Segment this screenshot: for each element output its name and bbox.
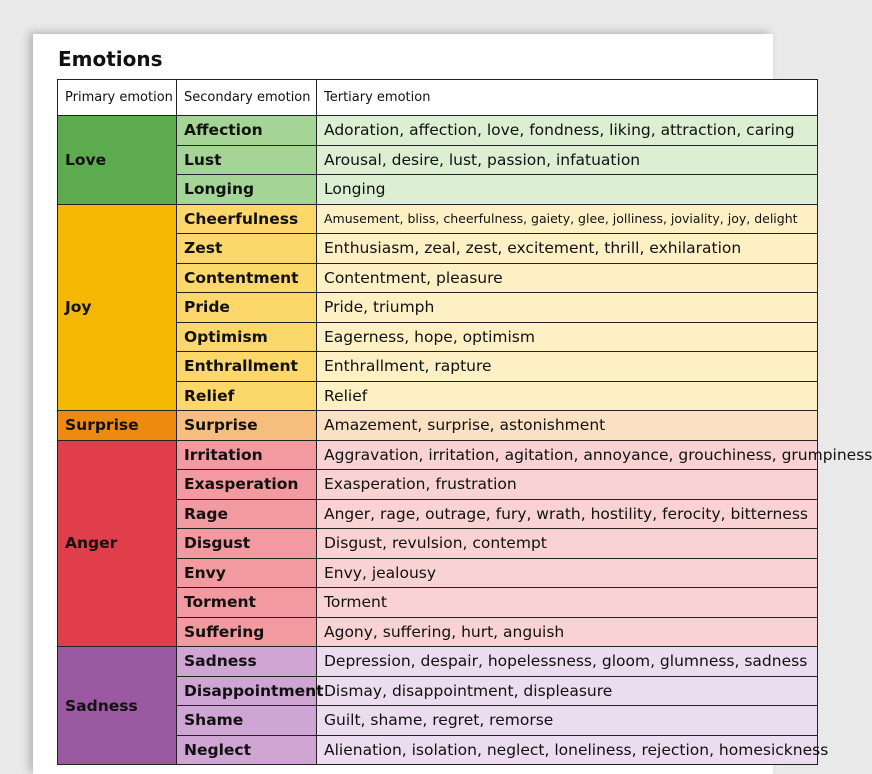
document-title: Emotions xyxy=(58,47,163,71)
secondary-emotion-cell: Disappointment xyxy=(177,676,317,706)
primary-emotion-cell: Surprise xyxy=(58,411,177,441)
secondary-emotion-cell: Lust xyxy=(177,145,317,175)
table-row xyxy=(58,411,818,441)
secondary-emotion-cell: Contentment xyxy=(177,263,317,293)
tertiary-emotion-cell: Enthusiasm, zeal, zest, excitement, thrill, exhilaration xyxy=(317,234,818,264)
tertiary-emotion-cell: Arousal, desire, lust, passion, infatuation xyxy=(317,145,818,175)
header-primary-emotion: Primary emotion xyxy=(58,80,177,116)
secondary-emotion-cell: Pride xyxy=(177,293,317,323)
tertiary-emotion-cell: Torment xyxy=(317,588,818,618)
secondary-emotion-cell: Enthrallment xyxy=(177,352,317,382)
secondary-emotion-cell: Zest xyxy=(177,234,317,264)
secondary-emotion-cell: Suffering xyxy=(177,617,317,647)
tertiary-emotion-cell: Contentment, pleasure xyxy=(317,263,818,293)
secondary-emotion-cell: Disgust xyxy=(177,529,317,559)
table-row xyxy=(58,116,818,146)
tertiary-emotion-cell: Exasperation, frustration xyxy=(317,470,818,500)
secondary-emotion-cell: Sadness xyxy=(177,647,317,677)
secondary-emotion-cell: Cheerfulness xyxy=(177,204,317,234)
tertiary-emotion-cell: Enthrallment, rapture xyxy=(317,352,818,382)
header-secondary-emotion: Secondary emotion xyxy=(177,80,317,116)
tertiary-emotion-cell: Anger, rage, outrage, fury, wrath, hostility, ferocity, bitterness xyxy=(317,499,818,529)
secondary-emotion-cell: Rage xyxy=(177,499,317,529)
tertiary-emotion-cell: Dismay, disappointment, displeasure xyxy=(317,676,818,706)
tertiary-emotion-cell: Disgust, revulsion, contempt xyxy=(317,529,818,559)
secondary-emotion-cell: Surprise xyxy=(177,411,317,441)
tertiary-emotion-cell: Eagerness, hope, optimism xyxy=(317,322,818,352)
tertiary-emotion-cell: Depression, despair, hopelessness, gloom, glumness, sadness xyxy=(317,647,818,677)
secondary-emotion-cell: Affection xyxy=(177,116,317,146)
tertiary-emotion-cell: Envy, jealousy xyxy=(317,558,818,588)
table-row xyxy=(58,204,818,234)
primary-emotion-cell: Love xyxy=(58,116,177,205)
table-row xyxy=(58,440,818,470)
table-header-row xyxy=(58,80,818,116)
secondary-emotion-cell: Neglect xyxy=(177,735,317,765)
tertiary-emotion-cell: Longing xyxy=(317,175,818,205)
secondary-emotion-cell: Torment xyxy=(177,588,317,618)
secondary-emotion-cell: Envy xyxy=(177,558,317,588)
table-body xyxy=(58,116,872,765)
secondary-emotion-cell: Longing xyxy=(177,175,317,205)
tertiary-emotion-cell: Relief xyxy=(317,381,818,411)
tertiary-emotion-cell: Amusement, bliss, cheerfulness, gaiety, glee, jolliness, joviality, joy, delight xyxy=(317,204,818,234)
secondary-emotion-cell: Shame xyxy=(177,706,317,736)
tertiary-emotion-cell: Aggravation, irritation, agitation, annoyance, grouchiness, grumpiness xyxy=(317,440,818,470)
tertiary-emotion-cell: Agony, suffering, hurt, anguish xyxy=(317,617,818,647)
primary-emotion-cell: Joy xyxy=(58,204,177,411)
tertiary-emotion-cell: Guilt, shame, regret, remorse xyxy=(317,706,818,736)
secondary-emotion-cell: Irritation xyxy=(177,440,317,470)
secondary-emotion-cell: Optimism xyxy=(177,322,317,352)
emotions-table xyxy=(57,79,872,765)
secondary-emotion-cell: Relief xyxy=(177,381,317,411)
tertiary-emotion-cell: Alienation, isolation, neglect, loneliness, rejection, homesickness xyxy=(317,735,818,765)
tertiary-emotion-cell: Amazement, surprise, astonishment xyxy=(317,411,818,441)
tertiary-emotion-cell: Pride, triumph xyxy=(317,293,818,323)
tertiary-emotion-cell: Adoration, affection, love, fondness, liking, attraction, caring xyxy=(317,116,818,146)
secondary-emotion-cell: Exasperation xyxy=(177,470,317,500)
primary-emotion-cell: Sadness xyxy=(58,647,177,765)
primary-emotion-cell: Anger xyxy=(58,440,177,647)
header-tertiary-emotion: Tertiary emotion xyxy=(317,80,818,116)
table-row xyxy=(58,647,818,677)
